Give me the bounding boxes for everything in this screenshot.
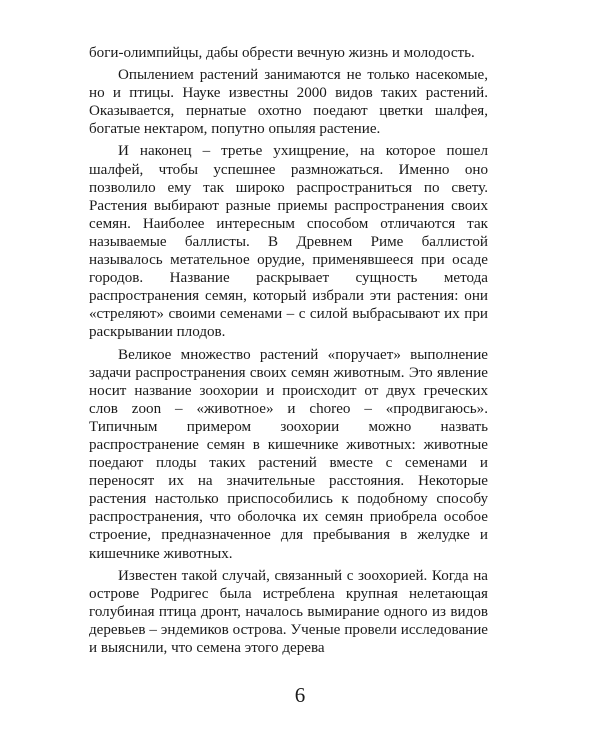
- paragraph-continued: боги-олимпийцы, дабы обрести вечную жизнь и молодость.: [89, 45, 475, 61]
- page-number: 6: [294, 683, 306, 707]
- paragraph-ballists: И наконец – третье ухищрение, на которое пошел шалфей, чтобы успешнее размножаться. Именно оно позволило ему так широко распространиться по свету. Растения выбирают разные приемы распространения своих семян. Наиболее интересным способом отличаются так называемые баллисты. В Древнем Риме баллистой называлось метательное орудие, применявшееся при осаде городов. Название раскрывает сущность метода распространения семян, который избрали эти растения: они «стреляют» своими семенами – с силой выбрасывают их при раскрывании плодов.: [89, 143, 488, 341]
- paragraph-pollination-birds: Опылением растений занимаются не только насекомые, но и птицы. Науке известны 2000 видов таких растений. Оказывается, пернатые охотно поедают цветки шалфея, богатые нектаром, попутно опыляя растение.: [89, 67, 488, 138]
- paragraph-zoochory: Великое множество растений «поручает» выполнение задачи распространения своих семян животным. Это явление носит название зоохории и происходит от двух греческих слов zoon – «животное» и choreo – «продвигаюсь». Типичным примером зоохории можно назвать распространение семян в кишечнике животных: животные поедают плоды таких растений вместе с семенами и переносят их на значительные расстояния. Некоторые растения настолько приспособились к подобному способу распространения, что оболочка их семян приобрела особое строение, предназначенное для пребывания в желудке и кишечнике животных.: [89, 346, 488, 562]
- paragraph-dodo-case: Известен такой случай, связанный с зоохорией. Когда на острове Родригес была истреблена крупная нелетающая голубиная птица дронт, началось вымирание одного из видов деревьев – эндемиков острова. Ученые провели исследование и выяснили, что семена этого дерева: [89, 567, 488, 656]
- body-text: [89, 44, 488, 661]
